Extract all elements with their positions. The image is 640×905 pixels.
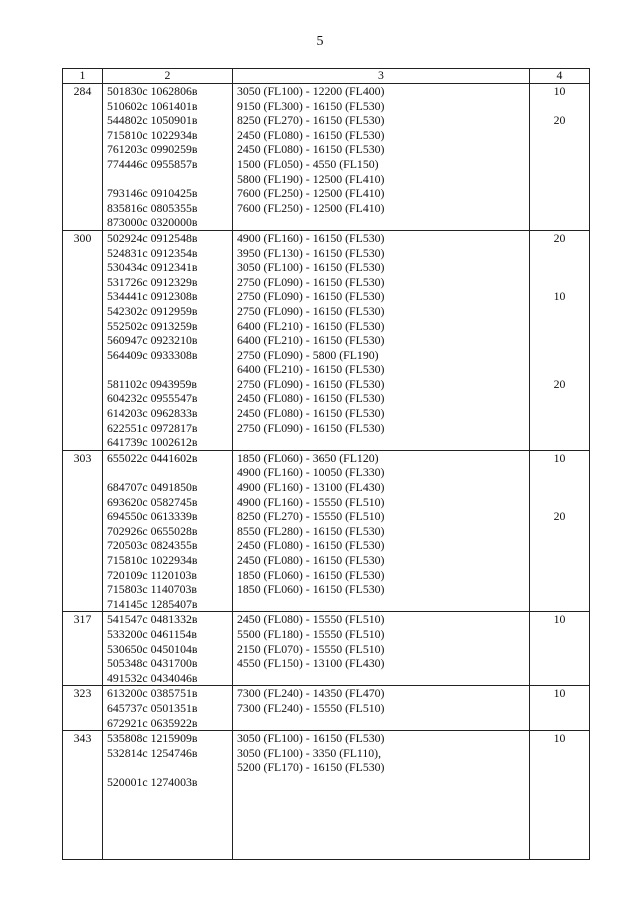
coordinate-line: 524831с 0912354в — [107, 245, 198, 260]
altitude-range-line: 7600 (FL250) - 12500 (FL410) — [237, 186, 385, 201]
value-line — [534, 260, 585, 275]
row-number-text: 317 — [73, 612, 92, 627]
altitude-range-line: 8250 (FL270) - 16150 (FL530) — [237, 113, 385, 128]
value-line: 10 — [553, 84, 566, 98]
coordinates-cell — [103, 731, 233, 860]
column-header: 4 — [530, 69, 590, 84]
value-line — [534, 421, 585, 436]
altitude-range-line: 2450 (FL080) - 15550 (FL510) — [237, 612, 385, 627]
coordinate-line: 702926с 0655028в — [107, 523, 198, 538]
coordinates-cell — [103, 612, 233, 686]
value-cell — [530, 686, 590, 731]
value-line — [534, 716, 585, 731]
coordinate-line: 684707с 0491850в — [107, 480, 198, 495]
value-line: 10 — [553, 612, 566, 627]
altitude-range-line: 9150 (FL300) - 16150 (FL530) — [237, 98, 385, 113]
altitude-range-line: 6400 (FL210) - 16150 (FL530) — [237, 318, 385, 333]
page-number: 5 — [316, 34, 324, 49]
value-line — [534, 304, 585, 319]
altitude-range-line: 2750 (FL090) - 5800 (FL190) — [237, 347, 379, 362]
value-line — [534, 524, 585, 539]
coordinate-line: 693620с 0582745в — [107, 494, 198, 509]
altitude-range-line: 1850 (FL060) - 16150 (FL530) — [237, 582, 385, 597]
coordinate-line: 873000с 0320000в — [107, 215, 198, 230]
row-number-text: 284 — [73, 84, 92, 98]
altitude-range-line: 4900 (FL160) - 10050 (FL330) — [237, 465, 385, 480]
coordinate-line: 535808с 1215909в — [107, 731, 198, 746]
altitude-range-line: 2450 (FL080) - 16150 (FL530) — [237, 406, 385, 421]
coordinate-line: 532814с 1254746в — [107, 745, 198, 760]
row-number-text: 343 — [73, 731, 92, 746]
altitude-range-line: 2750 (FL090) - 16150 (FL530) — [237, 289, 385, 304]
altitude-range-line: 2750 (FL090) - 16150 (FL530) — [237, 274, 385, 289]
row-number — [63, 686, 103, 731]
coordinate-line: 564409с 0933308в — [107, 347, 198, 362]
coordinate-line: 672921с 0635922в — [107, 715, 198, 730]
altitude-range-line: 2450 (FL080) - 16150 (FL530) — [237, 553, 385, 567]
value-line — [534, 201, 585, 216]
coordinate-line: 534441с 0912308в — [107, 289, 198, 304]
altitude-range-line: 2450 (FL080) - 16150 (FL530) — [237, 127, 385, 142]
coordinate-line: 501830с 1062806в — [107, 84, 198, 98]
coordinate-line — [107, 172, 228, 187]
value-line — [534, 186, 585, 201]
value-line — [534, 480, 585, 495]
altitude-range-line: 8550 (FL280) - 16150 (FL530) — [237, 523, 385, 538]
value-line: 20 — [553, 509, 566, 524]
value-line — [534, 746, 585, 761]
coordinate-line — [107, 465, 228, 480]
altitude-range-cell — [233, 84, 530, 231]
value-line: 10 — [553, 289, 566, 304]
coordinate-line: 720503с 0824355в — [107, 538, 198, 553]
altitude-range-line — [237, 716, 525, 731]
value-cell — [530, 612, 590, 686]
value-cell — [530, 450, 590, 612]
coordinate-line: 715810с 1022934в — [107, 553, 198, 567]
altitude-range-line: 3050 (FL100) - 16150 (FL530) — [237, 260, 385, 275]
table-row — [63, 731, 590, 860]
value-cell — [530, 230, 590, 450]
altitude-range-line: 7300 (FL240) - 14350 (FL470) — [237, 686, 385, 701]
altitude-range-line: 1850 (FL060) - 16150 (FL530) — [237, 567, 385, 582]
value-line — [534, 656, 585, 671]
coordinate-line: 530650с 0450104в — [107, 641, 198, 656]
altitude-range-line: 6400 (FL210) - 16150 (FL530) — [237, 333, 385, 348]
altitude-range-line: 3950 (FL130) - 16150 (FL530) — [237, 245, 385, 260]
coordinate-line: 793146с 0910425в — [107, 186, 198, 201]
value-line — [534, 246, 585, 261]
altitude-range-line: 8250 (FL270) - 15550 (FL510) — [237, 509, 385, 524]
value-line — [534, 701, 585, 716]
altitude-range-cell — [233, 612, 530, 686]
value-line — [534, 597, 585, 612]
coordinate-line: 541547с 0481332в — [107, 612, 198, 627]
column-header: 1 — [63, 69, 103, 84]
altitude-range-line: 1500 (FL050) - 4550 (FL150) — [237, 156, 379, 171]
coordinate-line: 531726с 0912329в — [107, 274, 198, 289]
coordinate-line: 641739с 1002612в — [107, 435, 198, 450]
coordinate-line: 774446с 0955857в — [107, 156, 198, 171]
altitude-range-line: 2150 (FL070) - 15550 (FL510) — [237, 641, 385, 656]
value-line: 20 — [553, 230, 566, 245]
table-row — [63, 612, 590, 686]
row-number-text: 300 — [73, 230, 92, 245]
value-line — [534, 775, 585, 790]
coordinate-line: 491532с 0434046в — [107, 670, 198, 685]
altitude-range-line — [237, 215, 525, 230]
coordinate-line: 533200с 0461154в — [107, 626, 197, 641]
value-line — [534, 495, 585, 510]
value-line — [534, 362, 585, 377]
coordinate-line: 520001с 1274003в — [107, 774, 198, 789]
value-cell — [530, 84, 590, 231]
value-line — [534, 172, 585, 187]
coordinates-cell — [103, 84, 233, 231]
coordinates-cell — [103, 686, 233, 731]
coordinate-line: 720109с 1120103в — [107, 567, 197, 582]
value-line — [534, 568, 585, 583]
value-line — [534, 538, 585, 553]
value-cell — [530, 731, 590, 860]
value-line: 20 — [553, 376, 566, 391]
altitude-range-line: 4900 (FL160) - 15550 (FL510) — [237, 494, 385, 509]
coordinate-line — [107, 760, 228, 775]
value-line — [534, 333, 585, 348]
coordinates-cell — [103, 230, 233, 450]
coordinate-line: 835816с 0805355в — [107, 200, 198, 215]
altitude-range-line — [237, 597, 525, 612]
altitude-range-line — [237, 671, 525, 686]
coordinate-line: 542302с 0912959в — [107, 303, 198, 318]
coordinate-line: 694550с 0613339в — [107, 509, 198, 524]
coordinates-cell — [103, 450, 233, 612]
table-row — [63, 84, 590, 231]
altitude-range-cell — [233, 230, 530, 450]
altitude-range-line: 5800 (FL190) - 12500 (FL410) — [237, 171, 385, 186]
altitude-range-line — [237, 435, 525, 450]
row-number — [63, 450, 103, 612]
row-number — [63, 731, 103, 860]
altitude-range-line: 6400 (FL210) - 16150 (FL530) — [237, 362, 385, 377]
altitude-range-cell — [233, 686, 530, 731]
coordinate-line: 505348с 0431700в — [107, 656, 198, 671]
airspace-table — [62, 68, 590, 860]
value-line — [534, 99, 585, 114]
altitude-range-line: 2750 (FL090) - 16150 (FL530) — [237, 303, 385, 318]
value-line — [534, 319, 585, 334]
altitude-range-line — [237, 775, 525, 790]
table-row — [63, 686, 590, 731]
coordinate-line: 530434с 0912341в — [107, 260, 198, 275]
altitude-range-line: 4900 (FL160) - 13100 (FL430) — [237, 480, 385, 495]
coordinate-line: 544802с 1050901в — [107, 113, 198, 128]
column-header: 3 — [233, 69, 530, 84]
coordinate-line: 510602с 1061401в — [107, 98, 198, 113]
row-number-text: 323 — [73, 686, 92, 701]
value-line: 10 — [553, 450, 566, 465]
coordinate-line: 714145с 1285407в — [107, 596, 198, 611]
value-line — [534, 275, 585, 290]
column-header: 2 — [103, 69, 233, 84]
altitude-range-line: 3050 (FL100) - 12200 (FL400) — [237, 84, 385, 98]
altitude-range-line: 4900 (FL160) - 16150 (FL530) — [237, 230, 385, 245]
altitude-range-line: 1850 (FL060) - 3650 (FL120) — [237, 450, 379, 465]
coordinate-line: 761203с 0990259в — [107, 142, 198, 157]
table-row — [63, 230, 590, 450]
value-line — [534, 642, 585, 657]
altitude-range-line: 2750 (FL090) - 16150 (FL530) — [237, 420, 385, 435]
altitude-range-line: 2450 (FL080) - 16150 (FL530) — [237, 142, 385, 157]
value-line — [534, 582, 585, 597]
row-number-text: 303 — [73, 450, 92, 465]
value-line — [534, 142, 585, 157]
altitude-range-line: 7300 (FL240) - 15550 (FL510) — [237, 700, 385, 715]
altitude-range-line: 3050 (FL100) - 3350 (FL110), — [237, 745, 382, 760]
altitude-range-line: 7600 (FL250) - 12500 (FL410) — [237, 200, 385, 215]
coordinate-line: 502924с 0912548в — [107, 230, 198, 245]
coordinate-line: 715810с 1022934в — [107, 127, 198, 142]
coordinate-line: 604232с 0955547в — [107, 391, 198, 406]
coordinate-line: 560947с 0923210в — [107, 333, 198, 348]
coordinate-line: 581102с 0943959в — [107, 376, 197, 391]
altitude-range-cell — [233, 731, 530, 860]
value-line — [534, 157, 585, 172]
value-line — [534, 391, 585, 406]
altitude-range-line: 3050 (FL100) - 16150 (FL530) — [237, 731, 385, 746]
coordinate-line: 552502с 0913259в — [107, 318, 198, 333]
coordinate-line: 655022с 0441602в — [107, 450, 198, 465]
value-line: 10 — [553, 686, 566, 701]
value-line — [534, 128, 585, 143]
value-line — [534, 760, 585, 775]
row-number — [63, 230, 103, 450]
value-line — [534, 215, 585, 230]
altitude-range-line: 2750 (FL090) - 16150 (FL530) — [237, 376, 385, 391]
row-number — [63, 84, 103, 231]
value-line: 10 — [553, 731, 566, 746]
value-line — [534, 465, 585, 480]
header-row — [63, 69, 590, 84]
altitude-range-cell — [233, 450, 530, 612]
row-number — [63, 612, 103, 686]
altitude-range-line: 5500 (FL180) - 15550 (FL510) — [237, 626, 385, 641]
coordinate-line: 614203с 0962833в — [107, 406, 198, 421]
value-line — [534, 671, 585, 686]
altitude-range-line: 5200 (FL170) - 16150 (FL530) — [237, 760, 385, 775]
coordinate-line: 622551с 0972817в — [107, 420, 198, 435]
value-line: 20 — [553, 113, 566, 128]
table-row — [63, 450, 590, 612]
altitude-range-line: 2450 (FL080) - 16150 (FL530) — [237, 538, 385, 553]
value-line — [534, 627, 585, 642]
coordinate-line: 613200с 0385751в — [107, 686, 198, 701]
value-line — [534, 435, 585, 450]
altitude-range-line: 2450 (FL080) - 16150 (FL530) — [237, 391, 385, 406]
value-line — [534, 406, 585, 421]
value-line — [534, 553, 585, 568]
coordinate-line: 645737с 0501351в — [107, 700, 198, 715]
coordinate-line — [107, 362, 228, 377]
altitude-range-line: 4550 (FL150) - 13100 (FL430) — [237, 656, 385, 671]
value-line — [534, 348, 585, 363]
coordinate-line: 715803с 1140703в — [107, 582, 197, 597]
